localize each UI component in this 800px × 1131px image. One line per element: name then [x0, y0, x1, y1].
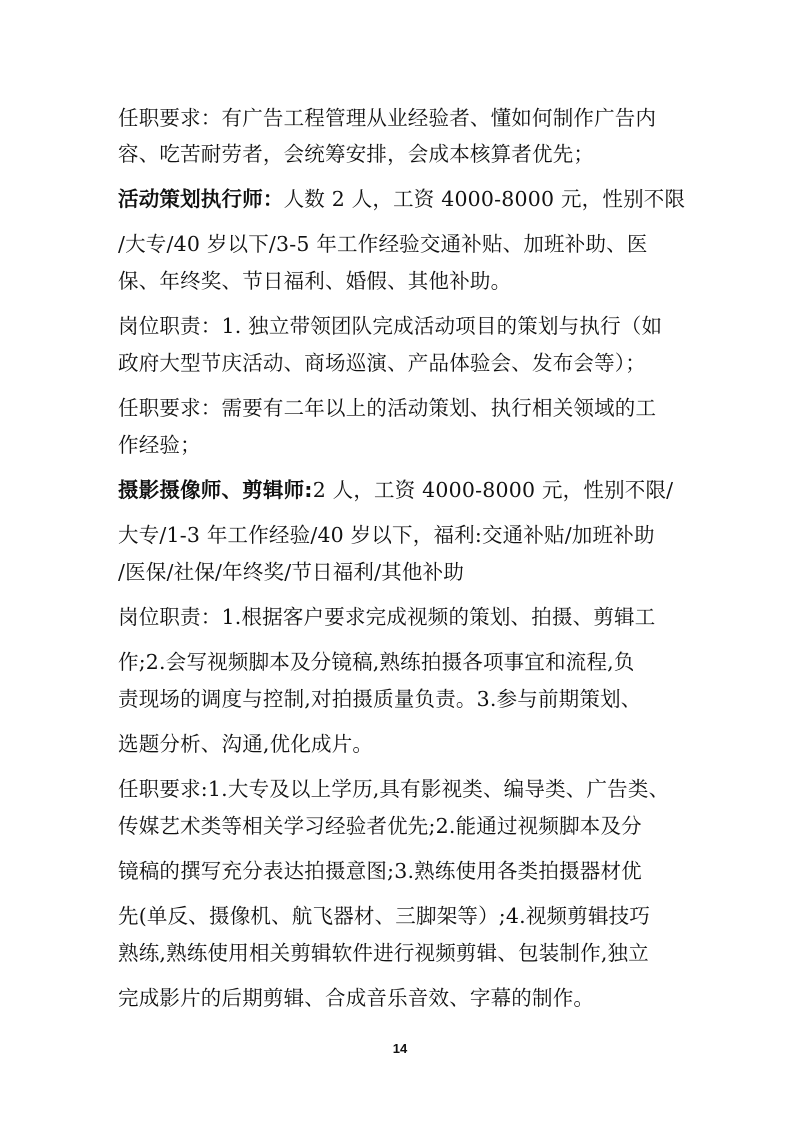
- job-title: 摄影摄像师、剪辑师:: [118, 478, 313, 502]
- text-line: 活动策划执行师：人数 2 人，工资 4000-8000 元，性别不限: [118, 187, 686, 211]
- text-line: 政府大型节庆活动、商场巡演、产品体验会、发布会等）；: [118, 351, 646, 375]
- text-line: 作经验；: [118, 433, 201, 457]
- text-line: 任职要求：需要有二年以上的活动策划、执行相关领域的工: [118, 396, 657, 420]
- page-number: 14: [392, 1041, 408, 1056]
- text-line: 容、吃苦耐劳者，会统筹安排，会成本核算者优先；: [118, 142, 595, 166]
- text-line: 熟练,熟练使用相关剪辑软件进行视频剪辑、包装制作,独立: [118, 941, 649, 965]
- text-line: 任职要求：有广告工程管理从业经验者、懂如何制作广告内: [118, 106, 657, 130]
- text-line: 大专/1-3 年工作经验/40 岁以下，福利:交通补贴/加班补助: [118, 523, 655, 547]
- text-line: 作;2.会写视频脚本及分镜稿,熟练拍摄各项事宜和流程,负: [118, 650, 635, 674]
- text-line: 摄影摄像师、剪辑师:2 人，工资 4000-8000 元，性别不限/: [118, 478, 674, 502]
- text-line: 岗位职责：1. 独立带领团队完成活动项目的策划与执行（如: [118, 314, 663, 338]
- text-line: 完成影片的后期剪辑、合成音乐音效、字幕的制作。: [118, 986, 595, 1010]
- text-line: 任职要求:1.大专及以上学历,具有影视类、编导类、广告类、: [118, 777, 670, 801]
- text-line: 选题分析、沟通,优化成片。: [118, 732, 374, 756]
- text-line: 岗位职责：1.根据客户要求完成视频的策划、拍摄、剪辑工: [118, 605, 656, 629]
- text-line: 保、年终奖、节日福利、婚假、其他补助。: [118, 269, 512, 293]
- text-line: /大专/40 岁以下/3-5 年工作经验交通补贴、加班补助、医: [118, 232, 648, 256]
- job-title: 活动策划执行师：: [118, 187, 284, 211]
- text-line: 传媒艺术类等相关学习经验者优先;2.能通过视频脚本及分: [118, 814, 642, 838]
- text-line: 镜稿的撰写充分表达拍摄意图;3.熟练使用各类拍摄器材优: [118, 859, 642, 883]
- text-line: 责现场的调度与控制,对拍摄质量负责。3.参与前期策划、: [118, 687, 642, 711]
- text-line: 先(单反、摄像机、航飞器材、三脚架等）;4.视频剪辑技巧: [118, 904, 651, 928]
- text-line: /医保/社保/年终奖/节日福利/其他补助: [118, 560, 465, 584]
